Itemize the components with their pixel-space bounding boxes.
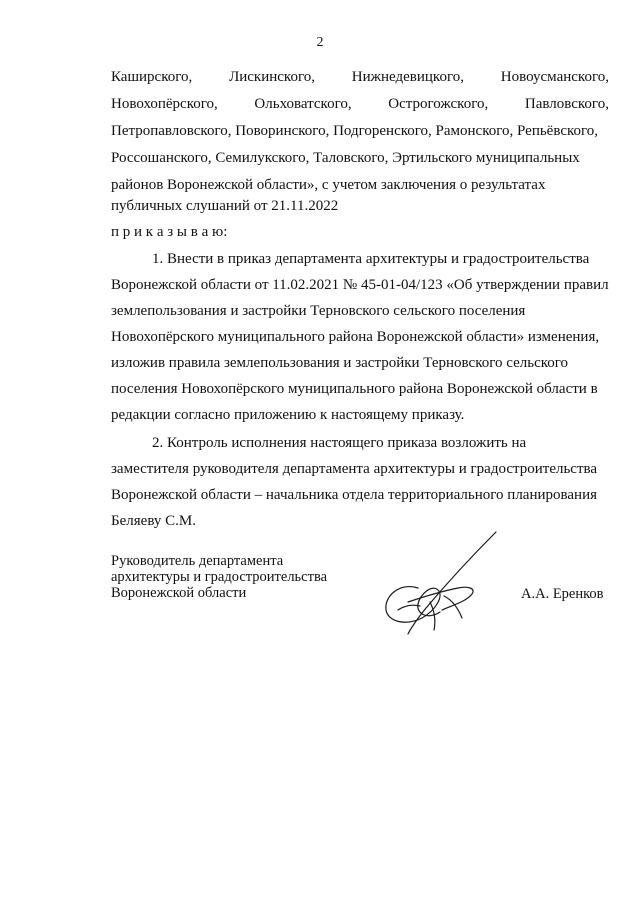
- item1-line-6: поселения Новохопёрского муниципального района Воронежской области в: [111, 381, 598, 397]
- item1-line-7: редакции согласно приложению к настоящему приказу.: [111, 407, 465, 423]
- signature-title-block: [111, 553, 327, 601]
- district-word: Новоусманского,: [500, 69, 609, 85]
- signature-title-line-2: архитектуры и градостроительства: [111, 569, 328, 585]
- item2-line-1: 2. Контроль исполнения настоящего приказа возложить на: [152, 435, 527, 451]
- district-word: Павловского,: [524, 96, 609, 112]
- signer-name: А.А. Еренков: [521, 586, 604, 602]
- item1-line-1: 1. Внести в приказ департамента архитектуры и градостроительства: [152, 251, 590, 267]
- item2-line-4: Беляеву С.М.: [111, 513, 196, 529]
- signature-title-line-3: Воронежской области: [111, 585, 247, 601]
- intro-line-6: публичных слушаний от 21.11.2022: [111, 198, 339, 214]
- item2-line-2: заместителя руководителя департамента архитектуры и градостроительства: [111, 461, 598, 477]
- handwritten-signature: [378, 530, 498, 640]
- signature-title-line-1: Руководитель департамента: [111, 553, 284, 569]
- item2-line-3: Воронежской области – начальника отдела территориального планирования: [111, 487, 598, 503]
- item1-line-3: землепользования и застройки Терновского сельского поселения: [111, 303, 526, 319]
- order-word: п р и к а з ы в а ю:: [111, 224, 228, 240]
- district-word: Острогожского,: [388, 96, 489, 112]
- item1-line-5: изложив правила землепользования и застройки Терновского сельского: [111, 355, 569, 371]
- item1-line-2: Воронежской области от 11.02.2021 № 45-01-04/123 «Об утверждении правил: [111, 277, 609, 293]
- district-word: Каширского,: [111, 69, 193, 85]
- page-number: 2: [316, 35, 324, 50]
- district-word: Новохопёрского,: [111, 96, 218, 112]
- district-word: Лискинского,: [229, 69, 315, 85]
- intro-line-4: Россошанского, Семилукского, Таловского, Эртильского муниципальных: [111, 150, 580, 166]
- district-word: Ольховатского,: [254, 96, 352, 112]
- intro-line-1: [111, 66, 609, 88]
- intro-line-5: районов Воронежской области», с учетом заключения о результатах: [111, 177, 546, 193]
- intro-line-3: Петропавловского, Поворинского, Подгоренского, Рамонского, Репьёвского,: [111, 123, 599, 139]
- intro-line-2: [111, 93, 609, 115]
- district-word: Нижнедевицкого,: [351, 69, 464, 85]
- item1-line-4: Новохопёрского муниципального района Воронежской области» изменения,: [111, 329, 600, 345]
